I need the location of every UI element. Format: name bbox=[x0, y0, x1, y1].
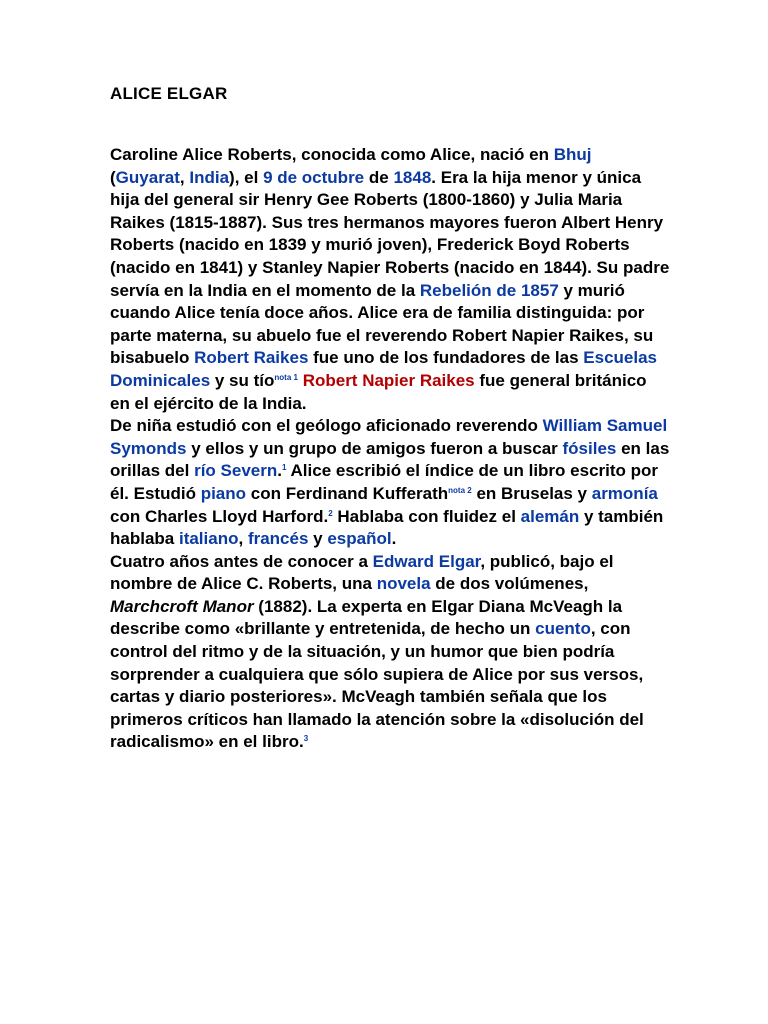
footnote-ref[interactable]: nota 1 bbox=[274, 372, 298, 382]
wiki-link[interactable]: río Severn bbox=[194, 461, 278, 481]
wiki-link[interactable]: español bbox=[327, 529, 392, 549]
text-run: con Charles Lloyd Harford. bbox=[110, 506, 329, 526]
footnote-ref[interactable]: 1 bbox=[281, 463, 287, 473]
italic-title: Marchcroft Manor bbox=[110, 596, 254, 616]
wiki-link[interactable]: Robert Napier Raikes bbox=[302, 370, 475, 390]
text-run: y también hablaba bbox=[110, 506, 664, 549]
footnote-ref[interactable]: 3 bbox=[303, 734, 309, 744]
text-run: fue uno de los fundadores de las bbox=[308, 348, 584, 368]
wiki-link[interactable]: Bhuj bbox=[553, 145, 592, 164]
text-run: de bbox=[364, 167, 394, 187]
wiki-link[interactable]: Robert Raikes bbox=[194, 348, 309, 368]
text-run: de dos volúmenes, bbox=[430, 574, 589, 594]
wiki-link[interactable]: cuento bbox=[535, 619, 591, 639]
paragraph bbox=[110, 415, 670, 551]
text-run: . bbox=[391, 529, 397, 549]
text-run: con Ferdinand Kufferath bbox=[246, 483, 449, 503]
text-run: ( bbox=[110, 167, 116, 187]
wiki-link[interactable]: novela bbox=[376, 574, 431, 594]
document-page bbox=[110, 84, 670, 754]
wiki-link[interactable]: Rebelión de 1857 bbox=[419, 280, 559, 300]
text-run: y ellos y un grupo de amigos fueron a buscar bbox=[186, 438, 563, 458]
footnote-ref[interactable]: nota 2 bbox=[448, 485, 472, 495]
text-run: Alice escribió el índice de un libro escrito por él. Estudió bbox=[110, 461, 659, 503]
wiki-link[interactable]: 1848 bbox=[393, 167, 432, 187]
wiki-link[interactable]: armonía bbox=[591, 483, 658, 503]
text-run: , con control del ritmo y de la situación, y un humor que bien podría sorprender a cualquiera que sólo supiera de Alice por sus versos, cartas y diario posteriores». McVeagh también señala que los primeros críticos han llamado la atención sobre la «disolución del radicalismo» en el libro. bbox=[110, 619, 644, 752]
paragraph bbox=[110, 551, 670, 754]
text-run: , publicó, bajo el nombre de Alice C. Roberts, una bbox=[110, 551, 614, 594]
wiki-link[interactable]: alemán bbox=[520, 506, 580, 526]
text-run: . Era la hija menor y única hija del general sir Henry Gee Roberts (1800-1860) y Julia Maria Raikes (1815-1887). Sus tres hermanos mayores fueron Albert Henry Roberts (nacido en 1839 y murió joven), Frederick Boyd Roberts (nacido en 1841) y Stanley Napier Roberts (nacido en 1844). Su padre servía en la India en el momento de la bbox=[110, 167, 670, 300]
wiki-link[interactable]: italiano bbox=[178, 529, 239, 549]
text-run: Caroline Alice Roberts, conocida como Alice, nació en bbox=[110, 145, 554, 164]
wiki-link[interactable]: fósiles bbox=[562, 438, 617, 458]
text-run: y su tío bbox=[210, 370, 275, 390]
paragraph bbox=[110, 144, 670, 415]
footnote-ref[interactable]: 2 bbox=[328, 508, 333, 518]
wiki-link[interactable]: William Samuel Symonds bbox=[110, 416, 668, 458]
text-run: (1882). La experta en Elgar Diana McVeagh la describe como «brillante y entretenida, de hecho un bbox=[110, 596, 623, 639]
text-run: y bbox=[308, 529, 328, 549]
wiki-link[interactable]: Escuelas Dominicales bbox=[110, 348, 658, 390]
text-run: fue general británico en el ejército de la India. bbox=[110, 370, 647, 413]
text-run: , bbox=[238, 529, 248, 549]
text-run: , bbox=[179, 167, 190, 187]
wiki-link[interactable]: India bbox=[189, 167, 230, 187]
wiki-link[interactable]: 9 de octubre bbox=[263, 167, 365, 187]
text-run: en las orillas del bbox=[110, 438, 670, 481]
document-title: ALICE ELGAR bbox=[110, 84, 228, 103]
text-run: Hablaba con fluidez el bbox=[332, 506, 521, 526]
text-run: De niña estudió con el geólogo aficionado reverendo bbox=[110, 416, 543, 436]
wiki-link[interactable]: francés bbox=[247, 529, 309, 549]
text-run: en Bruselas y bbox=[471, 483, 592, 503]
wiki-link[interactable]: Edward Elgar bbox=[372, 551, 481, 571]
text-run: ), el bbox=[229, 167, 264, 187]
text-run: Cuatro años antes de conocer a bbox=[110, 551, 373, 571]
text-run: . bbox=[277, 461, 282, 481]
wiki-link[interactable]: piano bbox=[200, 483, 247, 503]
wiki-link[interactable]: Guyarat bbox=[115, 167, 180, 187]
document-body bbox=[110, 144, 670, 754]
text-run: y murió cuando Alice tenía doce años. Alice era de familia distinguida: por parte materna, su abuelo fue el reverendo Robert Napier Raikes, su bisabuelo bbox=[110, 280, 654, 368]
